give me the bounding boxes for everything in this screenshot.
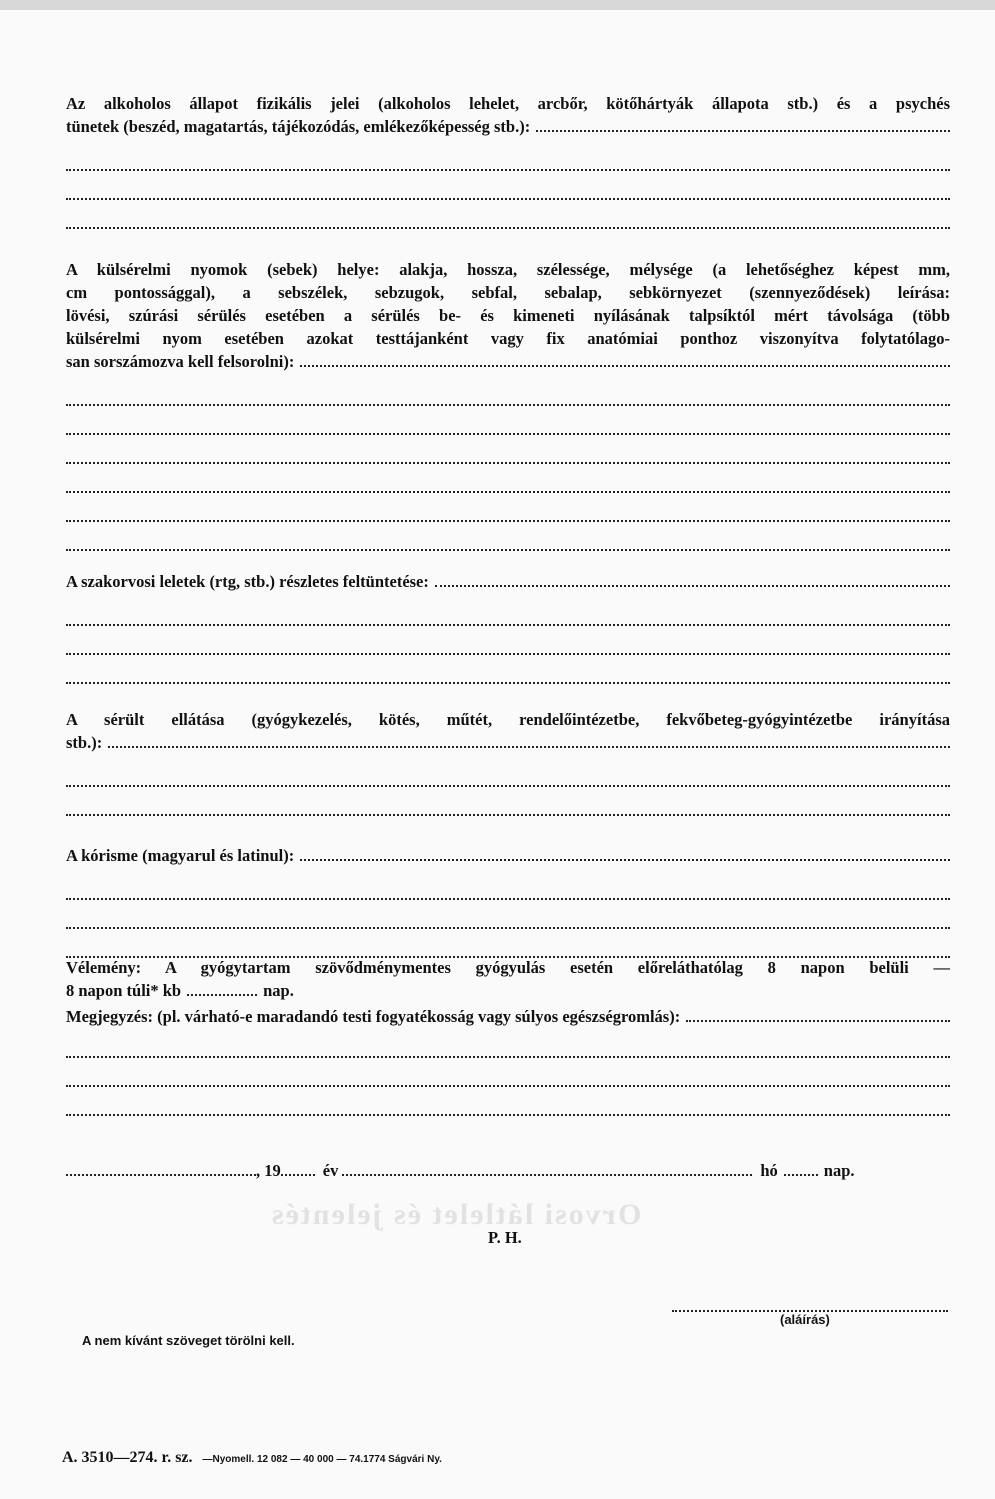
day-field[interactable] (784, 1160, 818, 1176)
alcohol-heading-line1: Az alkoholos állapot fizikális jelei (alkoholos lehelet, arcbőr, kötőhártyák állapota stb.) és a psychés (66, 94, 950, 113)
alcohol-heading-text: tünetek (beszéd, magatartás, tájékozódás, emlékezőképesség stb.): (66, 117, 531, 136)
specialist-heading-text: A szakorvosi leletek (rtg, stb.) részletes feltüntetése: (66, 572, 429, 591)
diagnosis-answer-line[interactable] (66, 929, 950, 958)
opinion-line2 (66, 979, 950, 1005)
opinion-duration-text: 8 napon túli* kb (66, 981, 182, 1000)
scan-edge (0, 0, 995, 10)
opinion-line1: Vélemény: A gyógytartam szövődménymentes gyógyulás esetén előreláthatólag 8 napon belüli — (66, 958, 950, 977)
year-field[interactable] (281, 1160, 315, 1176)
month-word: hó (760, 1161, 778, 1180)
remark-answer-line[interactable] (66, 1087, 950, 1116)
treatment-answer-line[interactable] (66, 787, 950, 816)
alcohol-section (66, 92, 950, 229)
remark-answer-line[interactable] (66, 1058, 950, 1087)
stamp-placeholder: P. H. (488, 1228, 522, 1247)
specialist-heading (66, 570, 950, 597)
printer-info: —Nyomell. 12 082 — 40 000 — 74.1774 Ságvári Ny. (202, 1454, 442, 1465)
injury-heading-line4: külsérelmi nyom esetében azokat testtájanként vagy fix anatómiai ponthoz viszonyítva folytatólago- (66, 329, 950, 348)
injury-section (66, 258, 950, 551)
injury-fill-field[interactable] (300, 351, 950, 367)
place-field[interactable] (66, 1160, 256, 1176)
specialist-section (66, 570, 950, 684)
injury-heading-line2: cm pontossággal), a sebszélek, sebzugok, sebfal, sebalap, sebkörnyezet (szennyeződések) leírása: (66, 283, 950, 302)
date-row (66, 1160, 910, 1181)
alcohol-answer-line[interactable] (66, 171, 950, 200)
specialist-answer-line[interactable] (66, 626, 950, 655)
opinion-section (66, 956, 950, 1116)
injury-answer-line[interactable] (66, 493, 950, 522)
opinion-days-word: nap. (263, 981, 294, 1000)
alcohol-answer-line[interactable] (66, 200, 950, 229)
injury-answer-line[interactable] (66, 406, 950, 435)
diagnosis-fill-field[interactable] (300, 845, 950, 861)
form-number: A. 3510—274. r. sz. (62, 1449, 193, 1466)
treatment-heading-text: stb.): (66, 733, 103, 752)
injury-answer-line[interactable] (66, 377, 950, 406)
diagnosis-answer-line[interactable] (66, 900, 950, 929)
month-field[interactable] (342, 1160, 752, 1176)
injury-answer-line[interactable] (66, 522, 950, 551)
specialist-answer-line[interactable] (66, 597, 950, 626)
signature-label: (aláírás) (780, 1312, 830, 1327)
year-word: év (322, 1161, 339, 1180)
diagnosis-section (66, 844, 950, 958)
diagnosis-answer-line[interactable] (66, 871, 950, 900)
treatment-section (66, 708, 950, 816)
injury-answer-line[interactable] (66, 464, 950, 493)
specialist-fill-field[interactable] (435, 571, 950, 587)
injury-heading-line1: A külsérelmi nyomok (sebek) helye: alakja, hossza, szélessége, mélysége (a lehetőséghez képest mm, (66, 260, 950, 279)
year-prefix: , 19 (256, 1161, 281, 1180)
injury-heading-line3: lövési, szúrási sérülés esetében a sérülés be- és kimeneti nyílásának talpsíktól mért távolsága (több (66, 306, 950, 325)
footnote: A nem kívánt szöveget törölni kell. (82, 1333, 295, 1348)
alcohol-fill-field[interactable] (536, 116, 950, 132)
alcohol-answer-line[interactable] (66, 142, 950, 171)
injury-heading-line5 (66, 350, 950, 377)
treatment-fill-field[interactable] (108, 732, 950, 748)
treatment-heading-line1: A sérült ellátása (gyógykezelés, kötés, műtét, rendelőintézetbe, fekvőbeteg-gyógyintézetbe irányítása (66, 710, 950, 729)
form-number-row (62, 1449, 442, 1467)
injury-heading-text: san sorszámozva kell felsorolni): (66, 352, 295, 371)
diagnosis-heading (66, 844, 950, 871)
diagnosis-heading-text: A kórisme (magyarul és latinul): (66, 846, 295, 865)
remark-fill-field[interactable] (686, 1006, 950, 1022)
days-field[interactable] (187, 980, 257, 996)
remark-answer-line[interactable] (66, 1029, 950, 1058)
alcohol-heading-line2 (66, 115, 950, 142)
treatment-heading-line2 (66, 731, 950, 758)
specialist-answer-line[interactable] (66, 655, 950, 684)
remark-heading-text: Megjegyzés: (pl. várható-e maradandó testi fogyatékosság vagy súlyos egészségromlás): (66, 1007, 681, 1026)
injury-answer-line[interactable] (66, 435, 950, 464)
day-word: nap. (823, 1161, 855, 1180)
signature-field[interactable] (672, 1298, 948, 1312)
remark-heading (66, 1005, 950, 1029)
bleed-through-text: Orvosi látlelet és jelentés (270, 1198, 642, 1231)
treatment-answer-line[interactable] (66, 758, 950, 787)
